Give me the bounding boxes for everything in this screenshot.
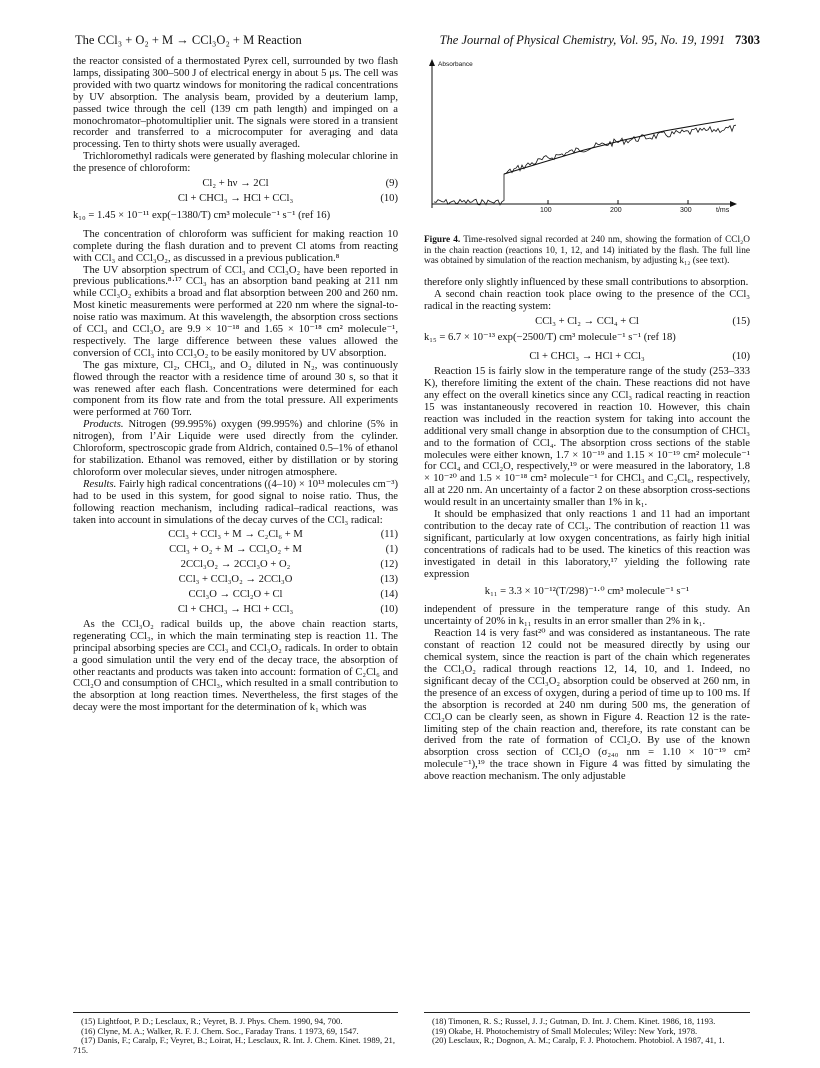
paragraph-results: [73, 479, 398, 527]
simulation-line: [504, 119, 734, 174]
reaction-list: [73, 529, 398, 615]
paragraph: Reaction 14 is very fast²⁰ and was considered as instantaneous. The rate constant of reaction 12 could not be measured directly by using our chemical system, since the reaction is part of the chain which regenerates the CCl₃O₂ radical through reactions 12, 14, 10, and 1. Indeed, no significant decay of the CCl₃O₂ absorption could be observed at 260 nm, in the presence of an excess of oxygen, during a period of time up to 100 ms. If the absorption is recorded at 240 nm during 500 ms, the generation of CCl₂O can be clearly seen, as shown in Figure 4. Reaction 12 is the rate-limiting step of the chain reaction and, therefore, its rate constant can be derived from the rate of formation of CCl₂O. By use of the known absorption cross section of CCl₂O (σ₂₄₀ nm = 1.10 × 10⁻¹⁹ cm² molecule⁻¹),¹⁹ the trace shown in Figure 4 was fitted by simulating the above reaction mechanism. The only adjustable: [424, 628, 750, 783]
equation-number: (15): [732, 315, 750, 327]
figure-4: [424, 56, 750, 231]
footnote: (16) Clyne, M. A.; Walker, R. F. J. Chem. Soc., Faraday Trans. 1 1973, 69, 1547.: [81, 1025, 359, 1036]
left-column: [73, 56, 398, 714]
y-axis-label: Absorbance: [438, 61, 473, 68]
paragraph: The UV absorption spectrum of CCl₃ and CCl₃O₂ have been reported in previous publications.⁸·¹⁷ CCl₃ has an absorption band peaking at 211 nm while CCl₃O₂ exhibits a broad and flat absorption between 200 and 260 nm. Most kinetic measurements were performed at 220 nm where the signal-to-noise ratio was maximum. At this wavelength, the absorption cross sections of CCl₃ and CCl₃O₂ are 9.9 × 10⁻¹⁸ and 1.65 × 10⁻¹⁸ cm² molecule⁻¹, respectively. The large difference between these values allowed the conversion of CCl₃ into CCl₃O₂ to be easily monitored by UV absorption.: [73, 264, 398, 359]
paragraph: The concentration of chloroform was sufficient for making reaction 10 complete during the flash duration and to prevent Cl atoms from reacting with CCl₃ and CCl₃O₂, as discussed in a previous publication.⁸: [73, 228, 398, 264]
equation-text: Cl + CHCl₃ → HCl + CCl₃: [529, 351, 645, 363]
footnote: (19) Okabe, H. Photochemistry of Small Molecules; Wiley: New York, 1978.: [432, 1025, 698, 1036]
caption-text: Time-resolved signal recorded at 240 nm, showing the formation of CCl₂O in the chain reaction (reactions 10, 1, 12, and 14) initiated by the flash. The full line was obtained by simulation of the reaction mechanism, by adjusting k₁₂ (see text).: [424, 235, 751, 267]
page-number: 7303: [735, 33, 760, 47]
journal-name: The Journal of Physical Chemistry, Vol. 95, No. 19, 1991: [439, 33, 725, 47]
footnote: (20) Lesclaux, R.; Dognon, A. M.; Caralp, F. J. Photochem. Photobiol. A 1987, 41, 1.: [432, 1035, 725, 1045]
footnote-rule: [424, 1012, 750, 1013]
equation-number: (9): [385, 178, 398, 190]
equation-number: (10): [380, 603, 398, 615]
paragraph-products: [73, 419, 398, 479]
paragraph-text: Fairly high radical concentrations ((4–10) × 10¹³ molecules cm⁻³) had to be used in this system, for good signal to noise ratio. Thus, the following reaction mechanism, including radical–radical reactions, was taken into account in simulations of the decay curves of the CCl₃ radical:: [73, 478, 398, 526]
reaction-equation: [73, 604, 398, 616]
section-head: Products.: [83, 419, 124, 431]
paragraph: Reaction 15 is fairly slow in the temperature range of the study (253–333 K), therefore limiting the extent of the chain. These reactions did not have any effect on the overall kinetics since any CCl₃ radical reacting in reaction 15 was instantaneously recovered in reaction 10. However, this chain reaction was included in the reaction system for taking into account the additional very small change in absorption due to the consumption of CHCl₃ and to the formation of CCl₄. The absorption cross sections of the stable molecules were either known, 1.7 × 10⁻¹⁹ and 1.15 × 10⁻¹⁹ cm² molecule⁻¹ for CCl₄ and CCl₂O, respectively,¹⁹ or were measured in the laboratory, 1.8 × 10⁻²⁰ and 1.5 × 10⁻¹⁸ cm² molecule⁻¹ for CHCl₃ and C₂Cl₆, respectively, all at 220 nm. An uncertainty of a factor 2 on these absorption cross-sections would result in an uncertainty smaller than 1% in k₁.: [424, 366, 750, 509]
equation-10: [73, 193, 398, 205]
equation-text: CCl₃ + CCl₃ + M → C₂Cl₆ + M: [168, 529, 303, 541]
equation-text: Cl + CHCl₃ → HCl + CCl₃: [177, 603, 294, 615]
x-axis-arrow: [730, 201, 737, 207]
paragraph: therefore only slightly influenced by these small contributions to absorption.: [424, 276, 749, 288]
x-tick-label: 200: [610, 207, 622, 214]
paragraph: Trichloromethyl radicals were generated by flashing molecular chlorine in the presence of chloroform:: [73, 151, 398, 175]
equation-number: (10): [732, 351, 750, 363]
equation-text: CCl₃O → CCl₂O + Cl: [188, 589, 283, 601]
equation-text: CCl₃ + Cl₂ → CCl₄ + Cl: [535, 315, 639, 327]
equation-number: (13): [380, 574, 398, 586]
journal-header: [440, 33, 760, 48]
equation-number: (10): [380, 192, 398, 204]
equation-9: [73, 178, 398, 190]
rate-k10: k₁₀ = 1.45 × 10⁻¹¹ exp(−1380/T) cm³ molecule⁻¹ s⁻¹ (ref 16): [73, 209, 331, 221]
signal-trace: [434, 125, 736, 205]
reaction-equation: [73, 589, 398, 601]
x-tick-label: 100: [540, 207, 552, 214]
equation-number: (14): [380, 589, 398, 601]
running-title: The CCl₃ + O₂ + M → CCl₃O₂ + M Reaction: [75, 33, 302, 47]
paragraph: As the CCl₃O₂ radical builds up, the above chain reaction starts, regenerating CCl₃, in which the main terminating step is reaction 11. The principal absorbing species are CCl₃ and CCl₃O₂ radicals. In order to obtain a good simulation until the very end of the decay trace, the absorption of other reactants and products was taken into account: formation of C₂Cl₆ and CCl₂O and consumption of CHCl₃, which resulted in a small contribution to the absorption at long reaction times. Nevertheless, the first stages of the decay were the most important for the determination of k₁ which was: [73, 618, 398, 714]
x-axis-label: t/ms: [716, 207, 730, 214]
paragraph: A second chain reaction took place owing to the presence of the CCl₃ radical in the reacting system:: [424, 288, 750, 312]
right-column: [424, 56, 750, 783]
footnote: (17) Danis, F.; Caralp, F.; Veyret, B.; Loirat, H.; Lesclaux, R. Int. J. Chem. Kinet. 1989, 21, 715.: [73, 1035, 396, 1055]
paragraph: The gas mixture, Cl₂, CHCl₃, and O₂ diluted in N₂, was continuously flowed through the reactor with a residence time of around 30 s, so that it was renewed after each flash. Concentrations were determined for each component from its flow rate and from the total pressure. All experiments were performed at 760 Torr.: [73, 359, 398, 419]
paragraph: independent of pressure in the temperature range of this study. An uncertainty of 20% in k₁₁ results in an error smaller than 2% in k₁.: [424, 604, 750, 628]
footnote: (15) Lightfoot, P. D.; Lesclaux, R.; Veyret, B. J. Phys. Chem. 1990, 94, 700.: [81, 1016, 343, 1026]
equation-number: (12): [380, 559, 398, 571]
rate-k11: k₁₁ = 3.3 × 10⁻¹²(T/298)⁻¹·⁰ cm³ molecule⁻¹ s⁻¹: [484, 585, 690, 597]
x-tick-label: 300: [680, 207, 692, 214]
equation-15: [424, 316, 750, 328]
section-head: Results.: [83, 478, 117, 490]
footnote: (18) Timonen, R. S.; Russel, J. J.; Gutman, D. Int. J. Chem. Kinet. 1986, 18, 1193.: [432, 1016, 716, 1026]
equation-text: Cl₂ + hν → 2Cl: [202, 178, 269, 190]
paragraph: the reactor consisted of a thermostated Pyrex cell, surrounded by two flash lamps, dissipating 300–500 J of electrical energy in about 5 μs. The cell was provided with two quartz windows for monitoring the radical concentrations by UV absorption. The analysis beam, provided by a deuterium lamp, passed twice through the cell (139 cm path length) and impinged on a monochromator–photomultiplier unit. The signals were stored in a transient recorder and transferred to a microcomputer for averaging and data processing. Ten to thirty shots were usually averaged.: [73, 56, 398, 151]
equation-text: Cl + CHCl₃ → HCl + CCl₃: [177, 192, 294, 204]
equation-number: (11): [380, 529, 398, 541]
figure-caption: [424, 235, 750, 267]
y-axis-arrow: [429, 59, 435, 66]
reaction-equation: [73, 544, 398, 556]
equation-text: CCl₃ + O₂ + M → CCl₃O₂ + M: [169, 544, 302, 556]
paragraph: It should be emphasized that only reactions 1 and 11 had an important contribution to the decay rate of CCl₃. The contribution of reaction 11 was significant, particularly at low oxygen concentrations, as fairly high initial concentrations of radicals had to be used. The kinetics of this reaction was investigated in detail in this laboratory,¹⁷ yielding the following rate expression: [424, 509, 750, 580]
footnotes-right: [424, 1017, 750, 1046]
paragraph-text: Nitrogen (99.995%) oxygen (99.995%) and chlorine (5% in nitrogen), from l’Air Liquide were used directly from the cylinder. Chloroform, spectroscopic grade from Aldrich, contained 0.5–1% of ethanol for stabilization. Ethanol was removed, either by distillation or by storing chloroform over molecular sieves, under nitrogen atmosphere.: [73, 419, 398, 478]
equation-number: (1): [385, 544, 398, 556]
reaction-equation: [73, 529, 398, 541]
equation-10: [424, 351, 750, 363]
caption-label: Figure 4.: [424, 235, 461, 245]
reaction-equation: [73, 559, 398, 571]
absorbance-plot: [424, 56, 750, 216]
equation-text: CCl₃ + CCl₃O₂ → 2CCl₃O: [178, 574, 293, 586]
rate-k15: k₁₅ = 6.7 × 10⁻¹³ exp(−2500/T) cm³ molecule⁻¹ s⁻¹ (ref 18): [424, 332, 676, 344]
footnote-rule: [73, 1012, 398, 1013]
reaction-equation: [73, 574, 398, 586]
equation-text: 2CCl₃O₂ → 2CCl₃O + O₂: [180, 559, 291, 571]
footnotes-left: [73, 1017, 398, 1055]
